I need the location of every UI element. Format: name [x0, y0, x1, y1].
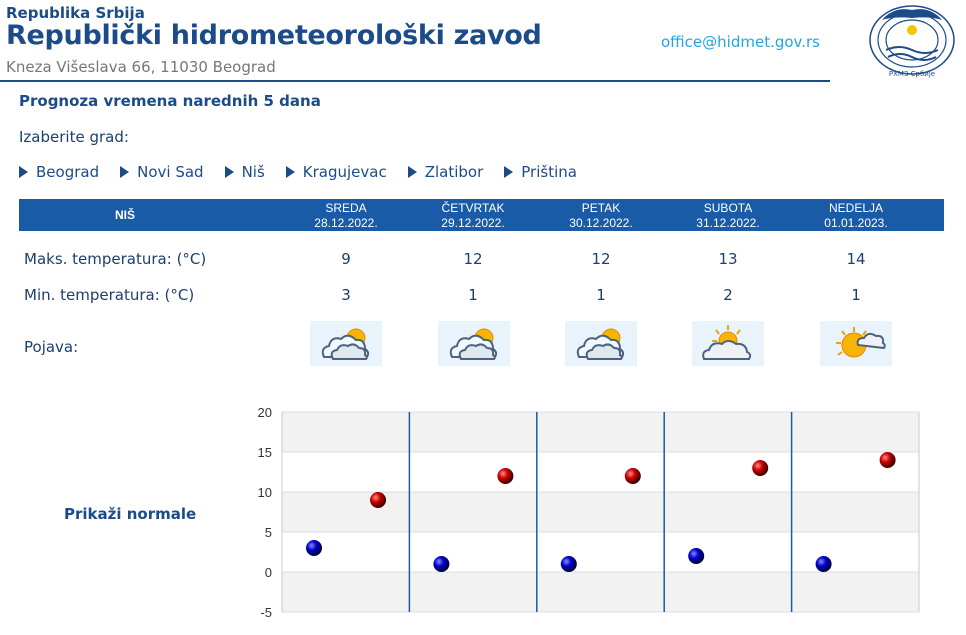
- y-tick-label: 15: [257, 445, 272, 460]
- city-label: Novi Sad: [137, 163, 204, 181]
- day-date: 29.12.2022.: [441, 216, 505, 230]
- forecast-table-header: [19, 199, 944, 231]
- city-link-nis[interactable]: [225, 163, 265, 181]
- max-temp-value: 9: [341, 250, 351, 268]
- city-link-zlatibor[interactable]: [408, 163, 484, 181]
- day-header: [806, 201, 906, 233]
- day-header: [423, 201, 523, 233]
- max-temp-point: [625, 468, 641, 484]
- day-name: NEDELJA: [828, 201, 884, 215]
- max-temp-value: 12: [591, 250, 611, 268]
- institute-logo[interactable]: [864, 0, 959, 82]
- day-name: PETAK: [581, 201, 621, 215]
- partly-cloudy-icon: [310, 321, 382, 366]
- min-temp-value: 1: [596, 286, 606, 304]
- arrow-right-icon: [120, 166, 129, 178]
- min-temp-value: 2: [723, 286, 733, 304]
- svg-text:РХМЗ Србије: РХМЗ Србије: [888, 70, 936, 78]
- temperature-chart-svg: [250, 400, 930, 630]
- city-label: Priština: [521, 163, 577, 181]
- day-name: SREDA: [325, 201, 367, 215]
- chart-band: [282, 412, 919, 452]
- city-label: Beograd: [36, 163, 100, 181]
- city-label: Kragujevac: [302, 163, 387, 181]
- min-temp-value: 3: [341, 286, 351, 304]
- partly-cloudy-icon: [438, 321, 510, 366]
- city-link-beograd[interactable]: [19, 163, 99, 181]
- min-temp-point: [433, 556, 449, 572]
- weather-label: Pojava:: [24, 338, 79, 356]
- temperature-chart: [250, 400, 930, 630]
- max-temp-point: [880, 452, 896, 468]
- day-header: [296, 201, 396, 233]
- institute-name[interactable]: Republički hidrometeorološki zavod: [6, 20, 542, 51]
- selected-city-name: NIŠ: [114, 208, 135, 222]
- city-link-pristina[interactable]: [504, 163, 577, 181]
- chart-band: [282, 572, 919, 612]
- max-temp-point: [370, 492, 386, 508]
- max-temp-point: [497, 468, 513, 484]
- max-temp-label: Maks. temperatura: (°C): [24, 250, 207, 268]
- day-header: [678, 201, 778, 233]
- max-temp-value: 13: [718, 250, 738, 268]
- city-label: Zlatibor: [424, 163, 484, 181]
- y-tick-label: 20: [257, 405, 272, 420]
- arrow-right-icon: [225, 166, 234, 178]
- y-tick-label: 0: [264, 565, 272, 580]
- min-temp-point: [816, 556, 832, 572]
- min-temp-point: [561, 556, 577, 572]
- max-temp-value: 12: [463, 250, 483, 268]
- y-tick-label: 10: [257, 485, 272, 500]
- y-tick-label: -5: [260, 605, 272, 620]
- day-header: [551, 201, 651, 233]
- min-temp-value: 1: [851, 286, 861, 304]
- day-date: 30.12.2022.: [569, 216, 633, 230]
- max-temp-value: 14: [846, 250, 866, 268]
- site-header: [0, 0, 966, 90]
- city-link-kragujevac[interactable]: [286, 163, 387, 181]
- header-divider: [0, 80, 830, 82]
- republic-label: Republika Srbija: [6, 4, 145, 22]
- city-link-novi-sad[interactable]: [120, 163, 203, 181]
- day-date: 31.12.2022.: [696, 216, 760, 230]
- min-temp-point: [306, 540, 322, 556]
- email-link[interactable]: office@hidmet.gov.rs: [661, 33, 821, 51]
- mostly-cloudy-sun-icon: [692, 321, 764, 366]
- day-name: ČETVRTAK: [441, 201, 505, 215]
- show-normals-link[interactable]: Prikaži normale: [64, 505, 197, 523]
- y-tick-label: 5: [264, 525, 272, 540]
- choose-city-label: Izaberite grad:: [19, 128, 129, 146]
- min-temp-value: 1: [468, 286, 478, 304]
- min-temp-label: Min. temperatura: (°C): [24, 286, 195, 304]
- city-list: [19, 163, 598, 181]
- forecast-title: Prognoza vremena narednih 5 dana: [19, 92, 321, 110]
- arrow-right-icon: [504, 166, 513, 178]
- partly-cloudy-icon: [565, 321, 637, 366]
- city-label: Niš: [241, 163, 265, 181]
- day-name: SUBOTA: [703, 201, 753, 215]
- min-temp-point: [688, 548, 704, 564]
- arrow-right-icon: [408, 166, 417, 178]
- day-date: 28.12.2022.: [314, 216, 378, 230]
- institute-address: Kneza Višeslava 66, 11030 Beograd: [6, 58, 276, 76]
- max-temp-point: [752, 460, 768, 476]
- arrow-right-icon: [286, 166, 295, 178]
- arrow-right-icon: [19, 166, 28, 178]
- day-date: 01.01.2023.: [824, 216, 888, 230]
- mostly-sunny-icon: [820, 321, 892, 366]
